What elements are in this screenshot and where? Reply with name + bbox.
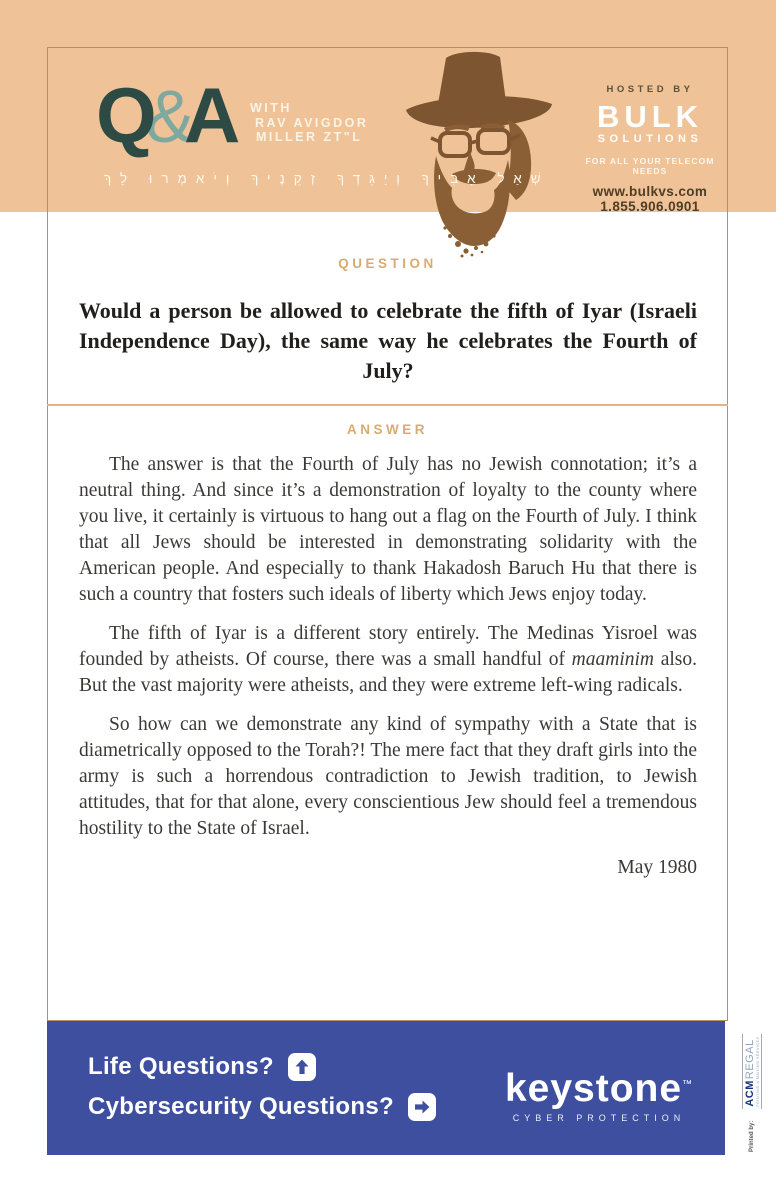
with-rav-avigdor-miller [250, 101, 368, 145]
answer-label: ANSWER [347, 422, 428, 437]
paragraph-text: The answer is that the Fourth of July has no Jewish connotation; it’s a neutral thing. And since it’s a demonstration of loyalty to the county where you live, it certainly is virtuous to hang out a flag on the Fourth of July. I think that all Jews should be interested in demonstrating solidarity with the American people. And especially to thank Hakadosh Baruch Hu that there is such a country that fosters such ideals of liberty which Jews enjoy today. [79, 454, 697, 605]
up-arrow-icon[interactable] [288, 1053, 316, 1081]
bulk-solutions-label: SOLUTIONS [597, 133, 703, 145]
paragraph-text: So how can we demonstrate any kind of sympathy with a State that is diametrically opposed to the Torah?! The mere fact that they draft girls into the army is such a horrendous contradiction to Jewish tradition, to Jewish attitudes, that for that alone, every conscientious Jew should feel a tremendous hostility to the State of Israel. [79, 714, 697, 839]
keystone-logo [499, 1065, 699, 1123]
answer-paragraph-3 [79, 712, 697, 842]
acm-regal-tagline: PRINTING & MAILING SERVICES [756, 1036, 760, 1107]
footer-banner [47, 1021, 725, 1155]
keystone-subtitle: CYBER PROTECTION [512, 1113, 686, 1123]
sponsor-phone-number[interactable]: 1.855.906.0901 [600, 199, 700, 214]
trademark-symbol: ™ [682, 1079, 694, 1090]
printed-by-label: Printed by: [749, 1120, 755, 1152]
hebrew-verse: שְׁאַל אָבִיךָ וְיַגֵּדְךָ זְקֵנֶיךָ וְיֹאמְרוּ לָךְ [104, 171, 550, 186]
printer-credit-inner [734, 1036, 770, 1152]
qa-logo-ampersand: & [145, 75, 193, 158]
sponsor-tagline: FOR ALL YOUR TELECOM NEEDS [585, 156, 715, 176]
keystone-wordmark [499, 1065, 699, 1109]
printer-credit [733, 1036, 771, 1152]
right-arrow-icon[interactable] [408, 1093, 436, 1121]
with-line-2: RAV AVIGDOR [255, 115, 369, 130]
qa-logo [96, 71, 238, 159]
qa-logo-a: A [184, 71, 238, 159]
paragraph-text: also. But the vast majority were atheists, and they were extreme left-wing radicals. [79, 649, 697, 696]
paragraph-text: The fifth of Iyar is a different story entirely. The Medinas Yisroel was founded by atheists. Of course, there was a small handful of [79, 623, 697, 670]
sponsor-block [583, 84, 717, 214]
life-questions-text: Life Questions? [88, 1053, 274, 1080]
section-divider [47, 404, 728, 406]
acm-text: ACM [744, 1080, 756, 1107]
question-label: QUESTION [338, 256, 437, 271]
answer-paragraph-2 [79, 621, 697, 699]
question-text: Would a person be allowed to celebrate the fifth of Iyar (Israeli Independence Day), the same way he celebrates the Fourth of July? [79, 298, 697, 383]
with-line-3: MILLER ZT"L [256, 130, 363, 144]
regal-text: REGAL [744, 1039, 756, 1080]
answer-date: May 1980 [617, 857, 697, 878]
paragraph-italic: maaminim [571, 649, 655, 670]
keystone-text: keystone [504, 1067, 683, 1110]
cybersecurity-questions-line [88, 1093, 436, 1121]
life-questions-line [88, 1053, 316, 1081]
acm-regal-logo [742, 1034, 762, 1108]
cybersecurity-questions-text: Cybersecurity Questions? [88, 1093, 394, 1120]
sponsor-website-link[interactable]: www.bulkvs.com [592, 184, 708, 199]
answer-body [79, 452, 697, 881]
qa-logo-q: Q [96, 71, 154, 159]
rav-miller-portrait-illustration [400, 48, 560, 258]
hosted-by-label: HOSTED BY [606, 84, 694, 95]
bulk-logo: BULK [596, 99, 704, 134]
answer-paragraph-1 [79, 452, 697, 608]
with-line-1: WITH [250, 101, 292, 115]
